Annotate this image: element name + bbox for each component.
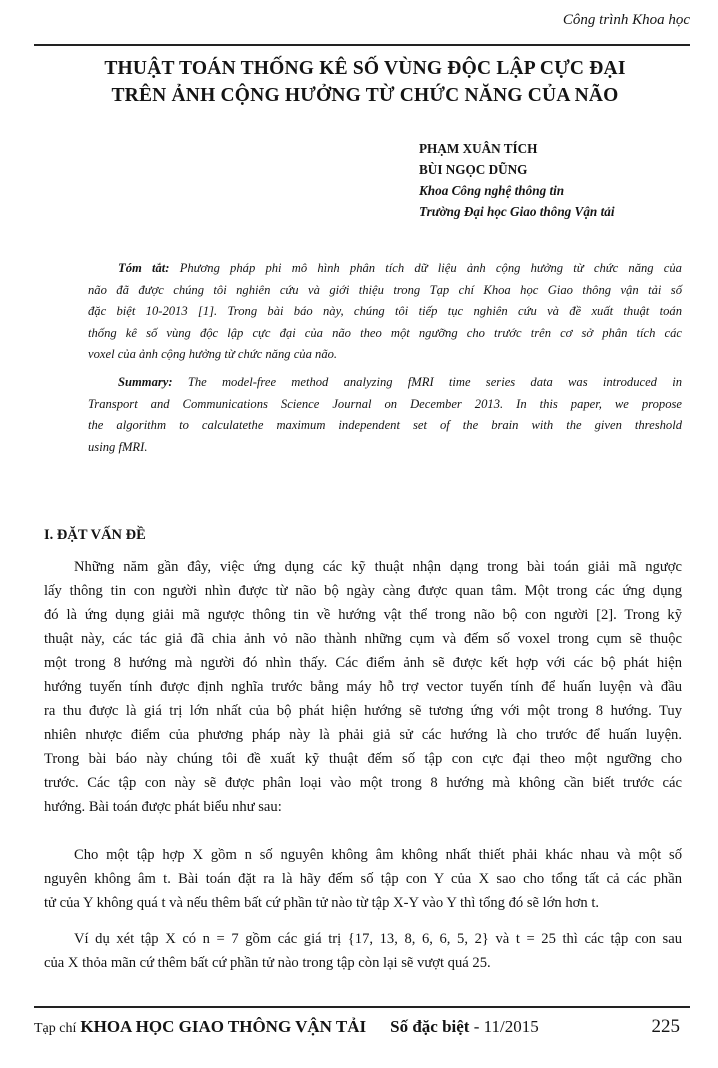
text-line: [88, 437, 682, 459]
text-line: [44, 651, 682, 675]
line-text: thuật này, các tác giả đã chia ảnh vỏ não thành những cụm và đếm số voxel trong cụm sẽ thuộc: [44, 631, 682, 647]
footer-prefix: Tạp chí: [34, 1021, 77, 1036]
paragraph-1: [44, 555, 682, 819]
abstract-label: Tóm tắt:: [118, 261, 170, 275]
issue: [390, 1017, 539, 1037]
line-text: não đã được chúng tôi nghiên cứu và giới thiệu trong Tạp chí Khoa học Giao thông vận tải số: [88, 282, 682, 297]
title-line-1: THUẬT TOÁN THỐNG KÊ SỐ VÙNG ĐỘC LẬP CỰC ĐẠI: [104, 58, 626, 79]
line-text: đặc biệt 10-2013 [1]. Trong bài báo này, chúng tôi tiếp tục nghiên cứu và đề xuất thuật toán: [88, 304, 682, 318]
line-text: the algorithm to calculatethe maximum independent set of the brain with the given threshold: [88, 418, 682, 432]
line-text: Ví dụ xét tập X có n = 7 gồm các giá trị {17, 13, 8, 6, 6, 5, 2} và t = 25 thì các tập con sau: [74, 931, 682, 947]
line-text: thống kê số vùng độc lập cực đại của não theo một ngưỡng cho trước trên cơ sở phân tích các: [88, 325, 682, 340]
text-line: [88, 301, 682, 323]
line-text: The model-free method analyzing fMRI time series data was introduced in: [187, 375, 682, 389]
text-line: [88, 394, 682, 416]
section-heading: I. ĐẶT VẤN ĐỀ: [44, 527, 146, 543]
author-2: BÙI NGỌC DŨNG: [419, 162, 528, 177]
paragraph-2: [44, 843, 682, 915]
footer: [34, 1016, 690, 1038]
issue-date: - 11/2015: [469, 1017, 539, 1036]
line-text: hướng tuyến tính được định nghĩa trước bằng máy hỗ trợ vector tuyến tính để huấn luyện và đầu: [44, 679, 682, 695]
line-text: đó là ứng dụng giải mã ngược thông tin về hướng vật thể trong não bộ con người [2]. Trong kỹ: [44, 607, 682, 623]
header-rule: [34, 44, 690, 46]
line-text: Transport and Communications Science Journal on December 2013. In this paper, we propose: [88, 396, 682, 411]
abstract-label: Summary:: [118, 375, 173, 389]
issue-label: Số đặc biệt: [390, 1017, 470, 1036]
text-line: [44, 627, 682, 651]
text-line: [44, 675, 682, 699]
text-line: [88, 415, 682, 437]
line-text: nguyên không âm t. Bài toán đặt ra là hãy đếm số tập con Y của X sao cho tổng tất cả các phần: [44, 871, 682, 887]
line-text: Cho một tập hợp X gồm n số nguyên không âm không nhất thiết phải khác nhau và một số: [74, 847, 682, 863]
abstract-vi: [88, 258, 682, 366]
text-line: [44, 723, 682, 747]
line-text: Những năm gần đây, việc ứng dụng các kỹ thuật nhận dạng trong bài toán giải mã ngược: [74, 559, 682, 575]
text-line: [44, 927, 682, 951]
line-text: Trong bài báo này chúng tôi đề xuất kỹ thuật đếm số tập con cực đại theo một ngưỡng cho: [44, 751, 682, 767]
text-line: [88, 323, 682, 345]
paragraph-3: [44, 927, 682, 975]
text-line: [44, 843, 682, 867]
text-line: [44, 891, 682, 915]
abstract-en: [88, 372, 682, 458]
text-line: [44, 699, 682, 723]
affiliation-university: Trường Đại học Giao thông Vận tải: [419, 204, 615, 219]
text-line: [44, 603, 682, 627]
running-head: Công trình Khoa học: [562, 12, 690, 28]
text-line: [88, 372, 682, 394]
line-text: một trong 8 hướng mà người đó nhìn thấy. Các điểm ảnh sẽ được kết hợp với các bộ phát hiện: [44, 655, 682, 671]
author-1: PHẠM XUÂN TÍCH: [419, 141, 538, 156]
journal-name: KHOA HỌC GIAO THÔNG VẬN TẢI: [80, 1017, 367, 1036]
title-line-2: TRÊN ẢNH CỘNG HƯỞNG TỪ CHỨC NĂNG CỦA NÃO: [111, 85, 619, 106]
line-text: tử của Y không quá t và nếu thêm bất cứ phần tử nào từ tập X-Y vào Y thì tổng đó sẽ lớn hơn t.: [44, 895, 600, 911]
text-line: [44, 579, 682, 603]
page-number: 225: [651, 1016, 680, 1037]
affiliation-faculty: Khoa Công nghệ thông tin: [419, 183, 565, 198]
line-text: lấy thông tin con người nhìn được từ não bộ ngày càng được quan tâm. Một trong các ứng dụng: [44, 583, 682, 599]
text-line: [88, 280, 682, 302]
line-text: Phương pháp phi mô hình phân tích dữ liệu ảnh cộng hưởng từ chức năng của: [179, 261, 682, 275]
footer-rule: [34, 1006, 690, 1008]
line-text: nhiên nhược điểm của phương pháp này là phải giả sử các hướng là cho trước để huấn luyện.: [44, 727, 682, 743]
line-text: trước. Các tập con này sẽ được phân loại vào một trong 8 hướng mà không cần biết trước các: [44, 775, 682, 791]
text-line: [44, 951, 682, 975]
text-line: [44, 867, 682, 891]
line-text: ra thu được là giá trị lớn nhất của bộ phát hiện hướng sẽ tương ứng với một trong 8 hướng. Tuy: [44, 703, 682, 719]
text-line: [88, 344, 682, 366]
text-line: [44, 795, 682, 819]
line-text: using fMRI.: [88, 439, 148, 454]
text-line: [88, 258, 682, 280]
line-text: hướng. Bài toán được phát biểu như sau:: [44, 799, 282, 815]
text-line: [44, 555, 682, 579]
line-text: của X thỏa mãn cứ thêm bất cứ phần tử nào trong tập còn lại sẽ vượt quá 25.: [44, 955, 491, 971]
line-text: voxel của ảnh cộng hưởng từ chức năng của não.: [88, 347, 338, 361]
text-line: [44, 747, 682, 771]
text-line: [44, 771, 682, 795]
